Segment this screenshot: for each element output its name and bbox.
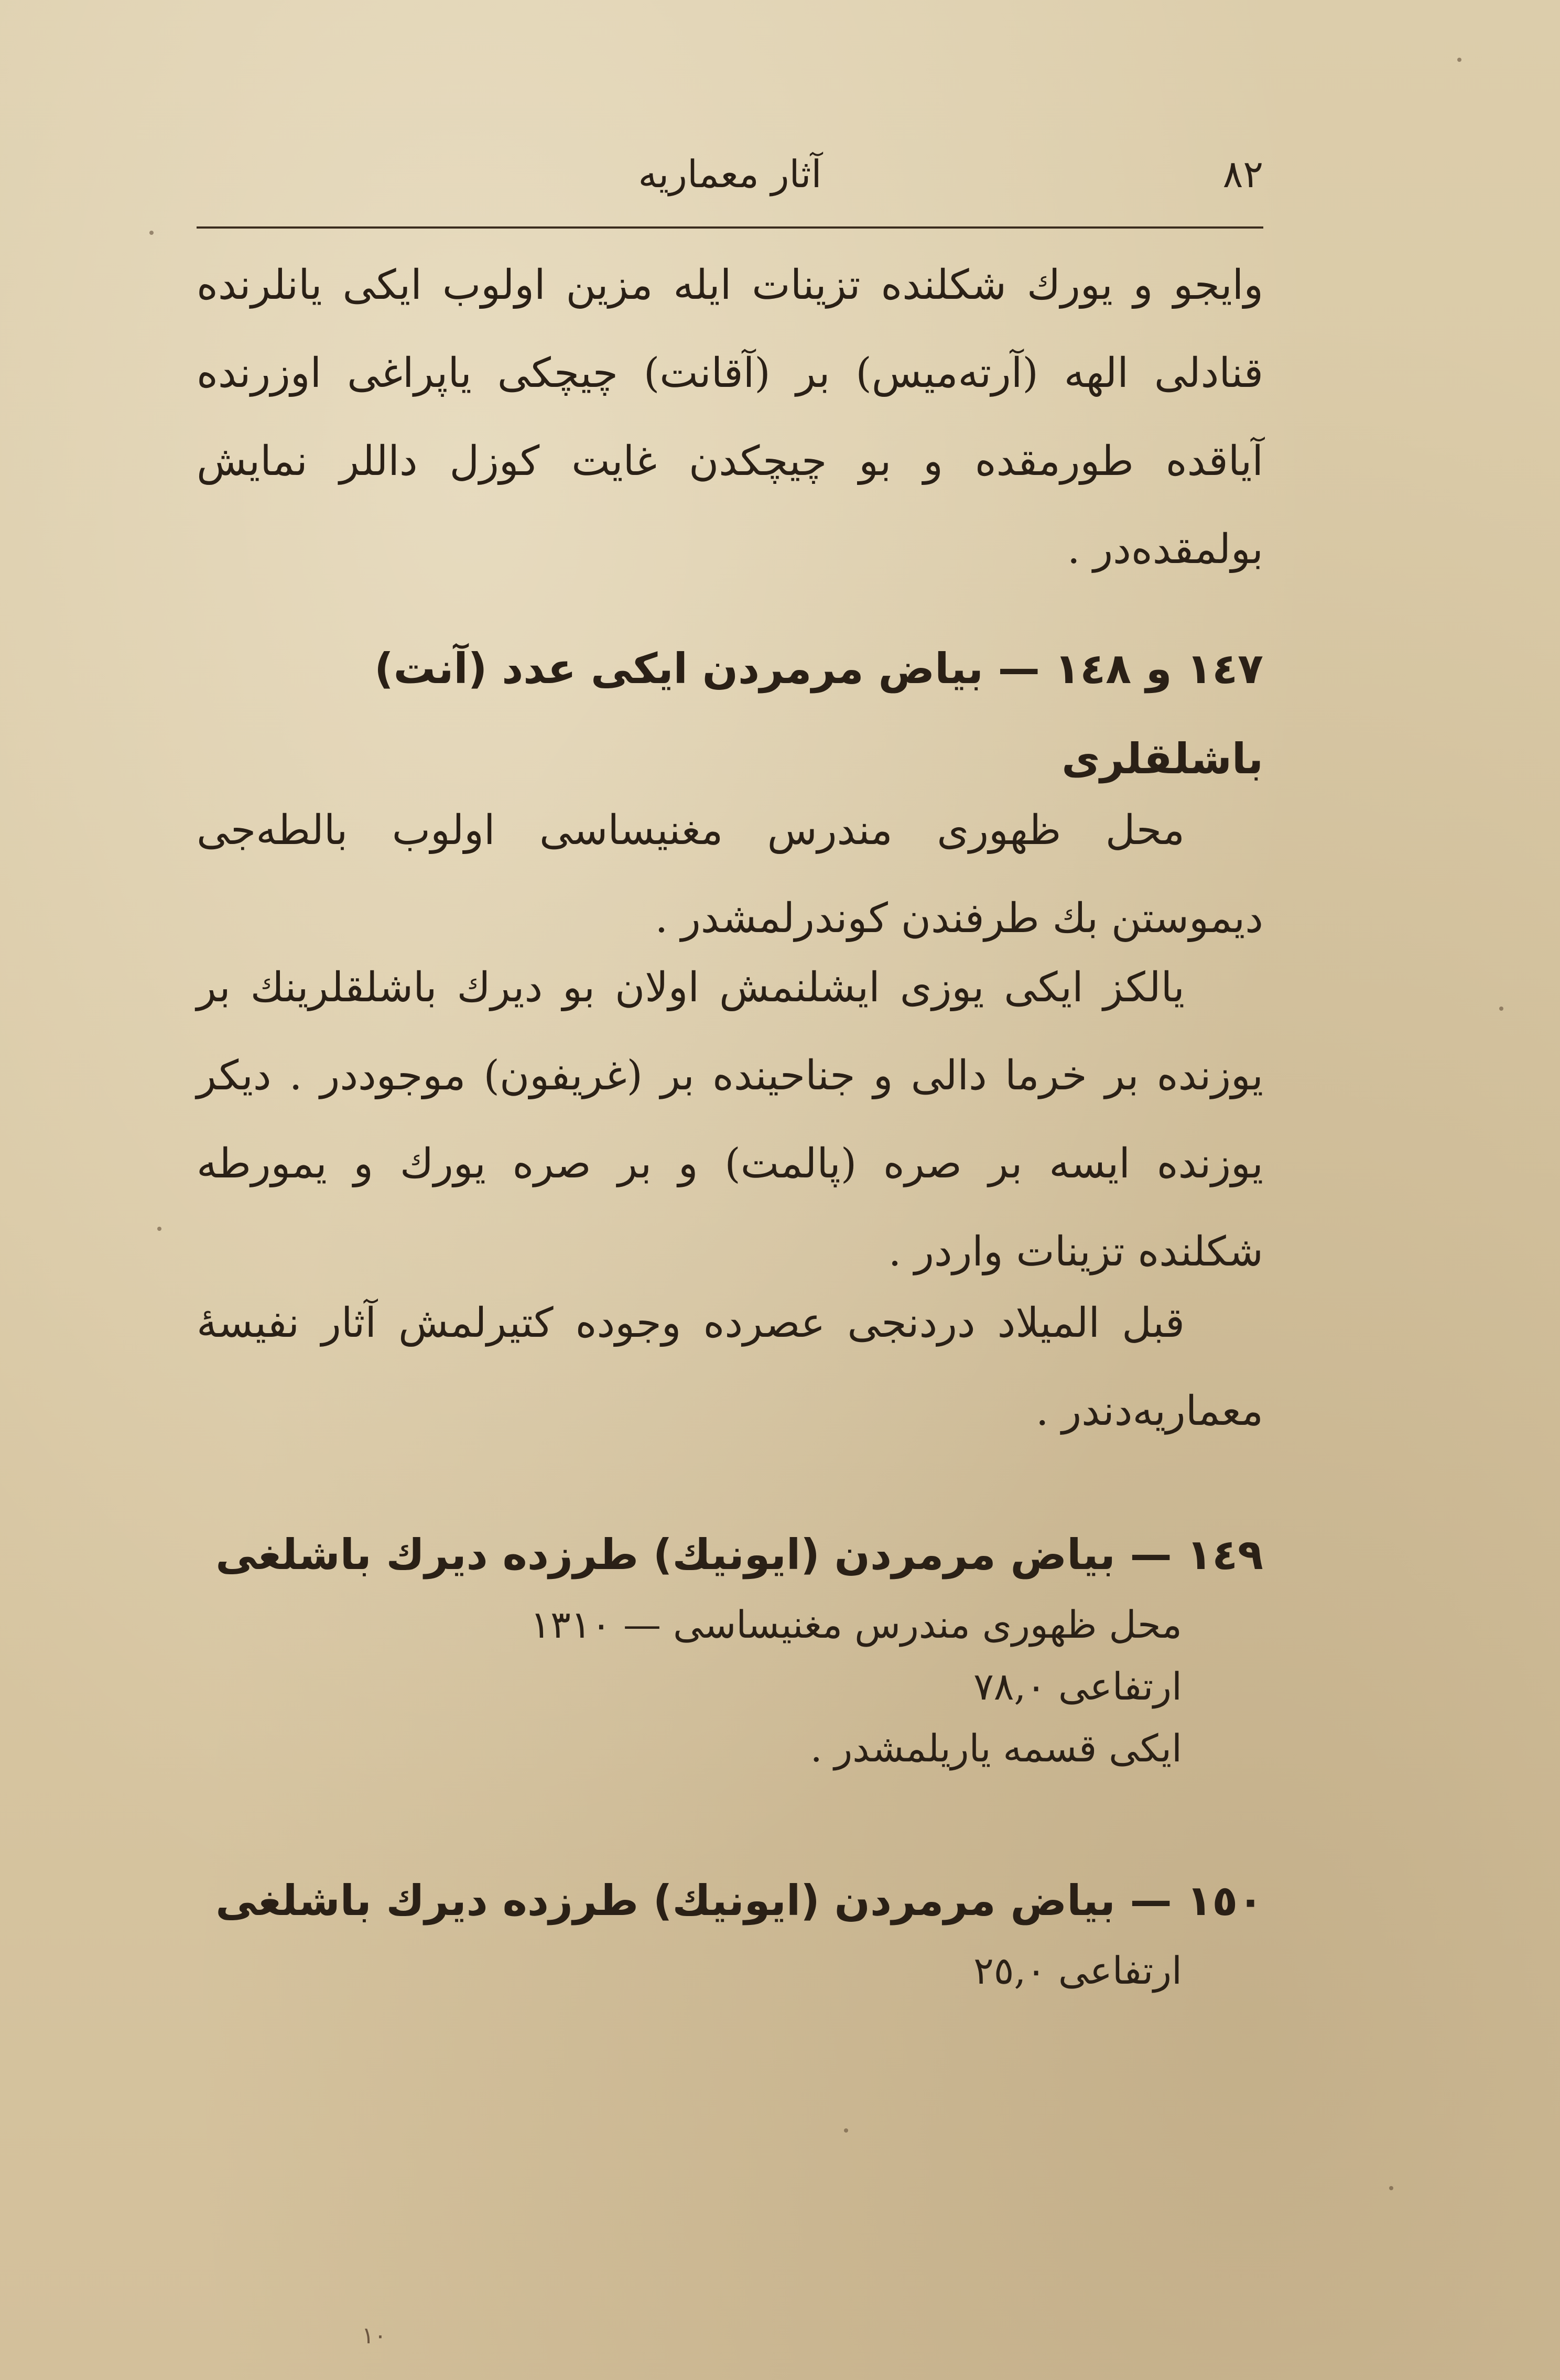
paper-speck [1499, 1007, 1503, 1011]
folio-mark: ١٠ [362, 2322, 387, 2349]
paper-speck [1457, 58, 1461, 62]
entry-150-heading: ١٥٠ — بیاض مرمردن (ایونیك) طرزده دیرك باشلغی [215, 1876, 1263, 1925]
intro-paragraph: وایجو و یورك شكلنده تزینات ایله مزین اولوب ایكی یانلرنده قنادلی الهه (آرته‌میس) بر (آقانت) چیچكی یاپراغی اوزرنده آیاقده طورمقده و بو چیچكدن غایت كوزل داللر نمایش بولمقده‌در . [197, 262, 1263, 573]
entry-149-heading: ١٤٩ — بیاض مرمردن (ایونیك) طرزده دیرك باشلغی [215, 1530, 1263, 1579]
entry-149-note: ایكی قسمه یاریلمشدر . [810, 1726, 1182, 1770]
entry-150-height: ارتفاعی ٢٥,٠ [973, 1949, 1182, 1993]
entry-147-origin: محل ظهوری مندرس مغنیساسی اولوب بالطه‌جی دیموستن بك طرفندن كوندرلمشدر . [197, 807, 1263, 942]
header-rule [197, 226, 1263, 229]
running-header [197, 152, 1263, 210]
page-number: ٨٢ [1222, 152, 1263, 196]
entry-147-heading: ١٤٧ و ١٤٨ — بیاض مرمردن ایكی عدد (آنت) باشلقلری [374, 644, 1263, 783]
entry-149-origin: محل ظهوری مندرس مغنیساسی — ١٣١٠ [530, 1603, 1182, 1647]
entry-147-description: یالكز ایكی یوزی ایشلنمش اولان بو دیرك باشلقلرینك بر یوزنده بر خرما دالی و جناحینده بر (غریفون) موجوددر . دیكر یوزنده ایسه بر صره (پالمت) و بر صره یورك و یمورطه شكلنده تزینات واردر . [197, 964, 1263, 1275]
running-title: آثار معماریه [638, 152, 822, 196]
entry-149-height: ارتفاعی ٧٨,٠ [973, 1664, 1182, 1708]
paper-speck [1389, 2186, 1393, 2190]
entry-147-date: قبل المیلاد دردنجی عصرده وجوده كتیرلمش آثار نفیسهٔ معماریه‌دندر . [197, 1300, 1263, 1435]
paper-speck [149, 231, 154, 235]
paper-speck [157, 1227, 161, 1231]
paper-speck [844, 2128, 848, 2133]
